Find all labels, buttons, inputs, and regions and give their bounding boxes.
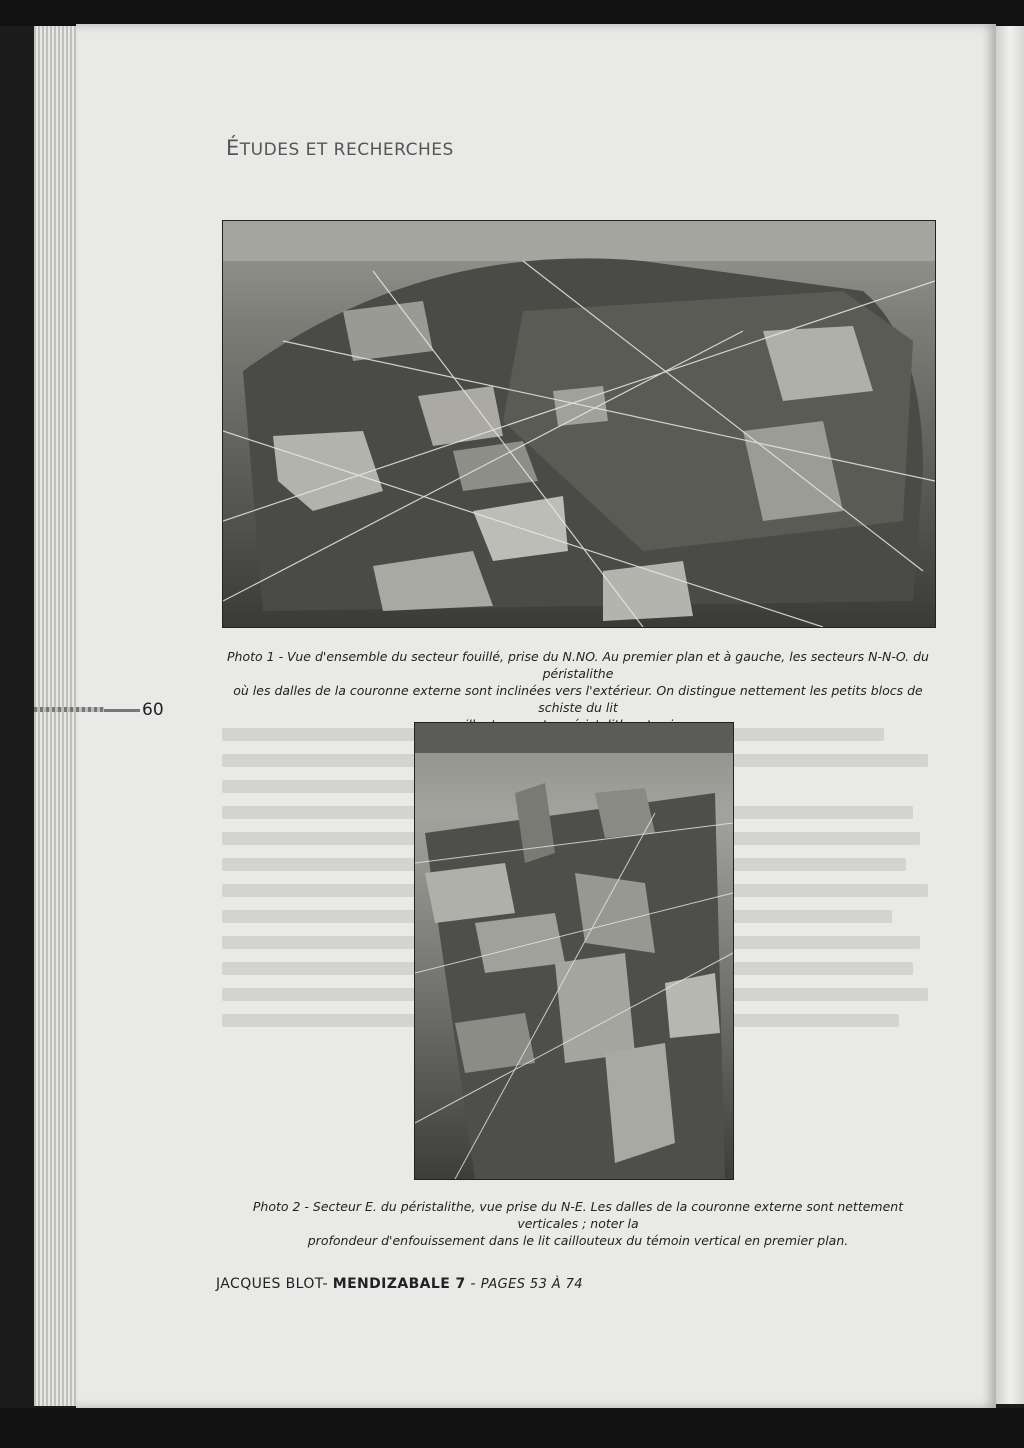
page-number-marker [34, 700, 164, 720]
footer-separator-1: - [322, 1276, 328, 1292]
facing-page-edge [996, 26, 1024, 1404]
photo-2-image [415, 723, 733, 1179]
page-footer [216, 1276, 583, 1292]
page-number-rule [104, 709, 140, 712]
photo-1-caption-line-1: Photo 1 - Vue d'ensemble du secteur fouillé, prise du N.NO. Au premier plan et à gauche, les secteurs N-N-O. du péristalithe [227, 649, 929, 681]
photo-1-caption [222, 648, 934, 733]
photo-1-excavation-overview [222, 220, 936, 628]
scan-bottom-border [0, 1408, 1024, 1448]
photo-2-caption [222, 1198, 934, 1249]
photo-2-caption-line-1: Photo 2 - Secteur E. du péristalithe, vue prise du N-E. Les dalles de la couronne externe sont nettement verticales ; noter la [252, 1199, 904, 1231]
footer-journal: MENDIZABALE 7 [332, 1276, 466, 1292]
running-head-initial: É [226, 136, 240, 160]
photo-1-caption-line-2: où les dalles de la couronne externe sont inclinées vers l'extérieur. On distingue nettement les petits blocs de schiste du lit [233, 683, 923, 715]
footer-separator-2: - [470, 1276, 476, 1292]
photo-2-peristalith-east [414, 722, 734, 1180]
running-head-rest: TUDES ET RECHERCHES [239, 140, 454, 160]
photo-2-caption-line-2: profondeur d'enfouissement dans le lit caillouteux du témoin vertical en premier plan. [307, 1233, 849, 1248]
photo-1-image [223, 221, 935, 627]
scan-top-border [0, 0, 1024, 26]
page-number: 60 [142, 700, 164, 720]
thumb-index-bar [34, 707, 104, 712]
running-head [226, 136, 454, 160]
footer-author: JACQUES BLOT [216, 1276, 323, 1292]
footer-pages: PAGES 53 À 74 [480, 1277, 583, 1292]
